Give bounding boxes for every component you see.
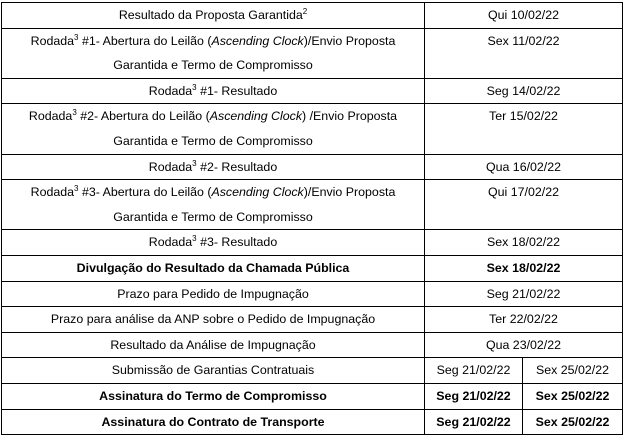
- date-cell: Seg 21/02/22: [425, 281, 623, 307]
- table-row: [2, 78, 623, 104]
- activity-cell: Resultado da Análise de Impugnação: [2, 332, 425, 358]
- table-row: [2, 255, 623, 281]
- activity-cell: Rodada$^3$ #3- Abertura do Leilão (Ascending Clock)/Envio Proposta Garantida e Termo de Compromisso: [2, 180, 425, 230]
- date-cell: Ter 22/02/22: [425, 307, 623, 333]
- table-row: [2, 383, 623, 409]
- start-date-cell: Seg 21/02/22: [425, 358, 523, 384]
- date-cell: Qua 16/02/22: [425, 154, 623, 180]
- table-row: [2, 104, 623, 154]
- schedule-table: [1, 2, 623, 435]
- end-date-cell: Sex 25/02/22: [523, 409, 623, 435]
- date-cell: Ter 15/02/22: [425, 104, 623, 154]
- activity-cell: Divulgação do Resultado da Chamada Pública: [2, 255, 425, 281]
- end-date-cell: Sex 25/02/22: [523, 383, 623, 409]
- activity-cell: Rodada$^3$ #1- Resultado: [2, 78, 425, 104]
- date-cell: Qui 17/02/22: [425, 180, 623, 230]
- activity-cell: Prazo para Pedido de Impugnação: [2, 281, 425, 307]
- date-cell: Seg 14/02/22: [425, 78, 623, 104]
- date-cell: Sex 11/02/22: [425, 28, 623, 78]
- table-row: [2, 154, 623, 180]
- date-cell: Qui 10/02/22: [425, 3, 623, 29]
- activity-cell: Assinatura do Contrato de Transporte: [2, 409, 425, 435]
- activity-cell: Rodada$^3$ #2- Abertura do Leilão (Ascending Clock) /Envio Proposta Garantida e Termo de Compromisso: [2, 104, 425, 154]
- activity-cell: Rodada$^3$ #2- Resultado: [2, 154, 425, 180]
- table-row: [2, 230, 623, 256]
- table-row: [2, 28, 623, 78]
- date-cell: Sex 18/02/22: [425, 230, 623, 256]
- date-cell: Sex 18/02/22: [425, 255, 623, 281]
- table-row: [2, 3, 623, 29]
- table-row: [2, 281, 623, 307]
- activity-cell: Prazo para análise da ANP sobre o Pedido de Impugnação: [2, 307, 425, 333]
- activity-cell: Resultado da Proposta Garantida$^2$: [2, 3, 425, 29]
- table-row: [2, 358, 623, 384]
- activity-cell: Assinatura do Termo de Compromisso: [2, 383, 425, 409]
- table-row: [2, 332, 623, 358]
- table-row: [2, 307, 623, 333]
- start-date-cell: Seg 21/02/22: [425, 383, 523, 409]
- activity-cell: Submissão de Garantias Contratuais: [2, 358, 425, 384]
- table-row: [2, 180, 623, 230]
- activity-cell: Rodada$^3$ #3- Resultado: [2, 230, 425, 256]
- activity-cell: Rodada$^3$ #1- Abertura do Leilão (Ascending Clock)/Envio Proposta Garantida e Termo de Compromisso: [2, 28, 425, 78]
- end-date-cell: Sex 25/02/22: [523, 358, 623, 384]
- date-cell: Qua 23/02/22: [425, 332, 623, 358]
- start-date-cell: Seg 21/02/22: [425, 409, 523, 435]
